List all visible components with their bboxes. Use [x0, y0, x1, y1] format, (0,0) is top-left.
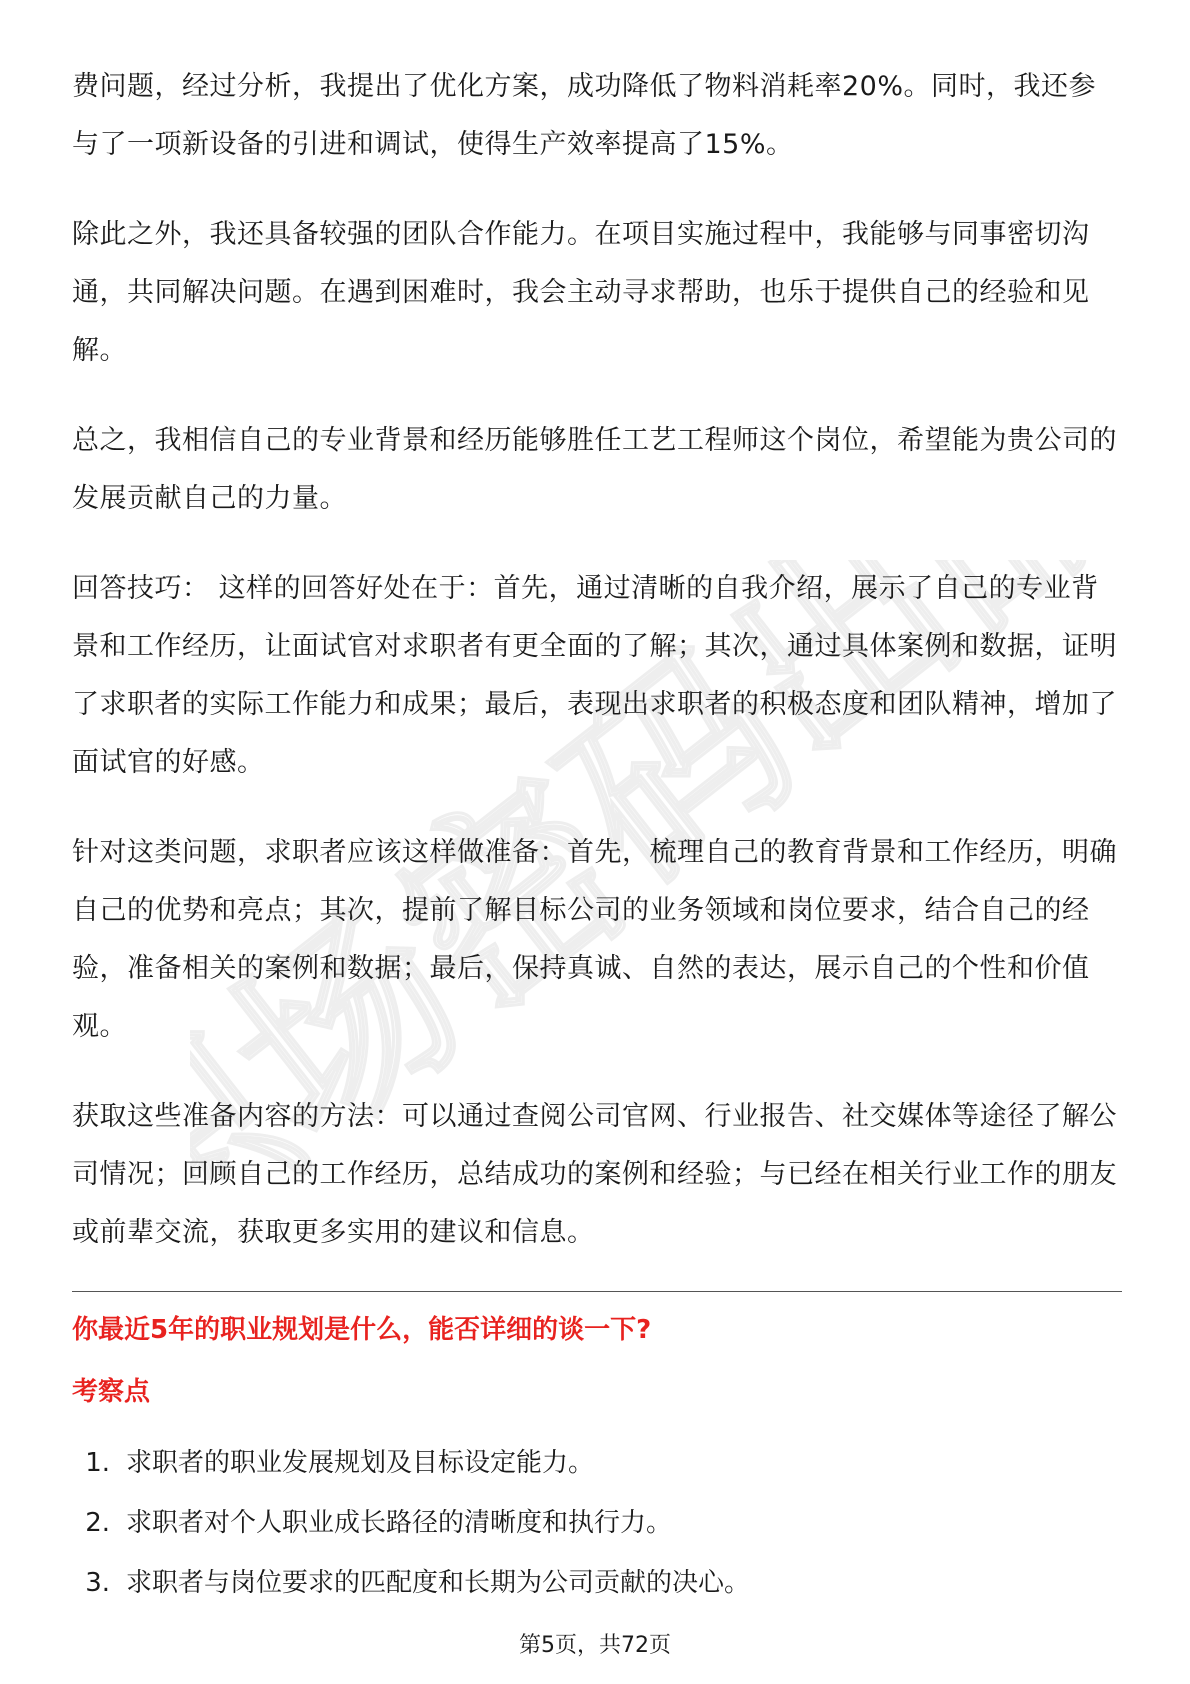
- watermark-text: 职场密码出品: [190, 560, 1090, 1180]
- page-number: 第5页，共72页: [519, 1633, 671, 1658]
- list-item-text: 求职者的职业发展规划及目标设定能力。: [126, 1448, 595, 1478]
- list-item-text: 求职者与岗位要求的匹配度和长期为公司贡献的决心。: [126, 1568, 751, 1598]
- list-item-number: 3.: [85, 1568, 110, 1598]
- assessment-points-heading: 考察点: [72, 1377, 151, 1407]
- body-paragraph: 除此之外，我还具备较强的团队合作能力。在项目实施过程中，我能够与同事密切沟通，共同解决问题。在遇到困难时，我会主动寻求帮助，也乐于提供自己的经验和见解。: [72, 219, 1090, 366]
- list-item-text: 求职者对个人职业成长路径的清晰度和执行力。: [126, 1508, 673, 1538]
- body-paragraph: 费问题，经过分析，我提出了优化方案，成功降低了物料消耗率20%。同时，我还参与了一项新设备的引进和调试，使得生产效率提高了15%。: [72, 71, 1097, 160]
- list-item: [72, 1503, 1122, 1563]
- list-item: [72, 1563, 1122, 1623]
- methods-paragraph: 获取这些准备内容的方法：可以通过查阅公司官网、行业报告、社交媒体等途径了解公司情况；回顾自己的工作经历，总结成功的案例和经验；与已经在相关行业工作的朋友或前辈交流，获取更多实用的建议和信息。: [72, 1101, 1117, 1248]
- list-item-number: 1.: [85, 1448, 110, 1478]
- preparation-paragraph: 针对这类问题，求职者应该这样做准备：首先，梳理自己的教育背景和工作经历，明确自己的优势和亮点；其次，提前了解目标公司的业务领域和岗位要求，结合自己的经验，准备相关的案例和数据；最后，保持真诚、自然的表达，展示自己的个性和价值观。: [72, 837, 1117, 1042]
- section-divider: [72, 1291, 1122, 1292]
- list-item-number: 2.: [85, 1508, 110, 1538]
- question-heading: 你最近5年的职业规划是什么，能否详细的谈一下?: [72, 1315, 652, 1345]
- assessment-points-list: [72, 1443, 1122, 1623]
- answer-tips-paragraph: 回答技巧： 这样的回答好处在于：首先，通过清晰的自我介绍，展示了自己的专业背景和工作经历，让面试官对求职者有更全面的了解；其次，通过具体案例和数据，证明了求职者的实际工作能力和成果；最后，表现出求职者的积极态度和团队精神，增加了面试官的好感。: [72, 573, 1117, 778]
- list-item: [72, 1443, 1122, 1503]
- document-body: [72, 58, 1122, 1294]
- body-paragraph: 总之，我相信自己的专业背景和经历能够胜任工艺工程师这个岗位，希望能为贵公司的发展贡献自己的力量。: [72, 425, 1117, 514]
